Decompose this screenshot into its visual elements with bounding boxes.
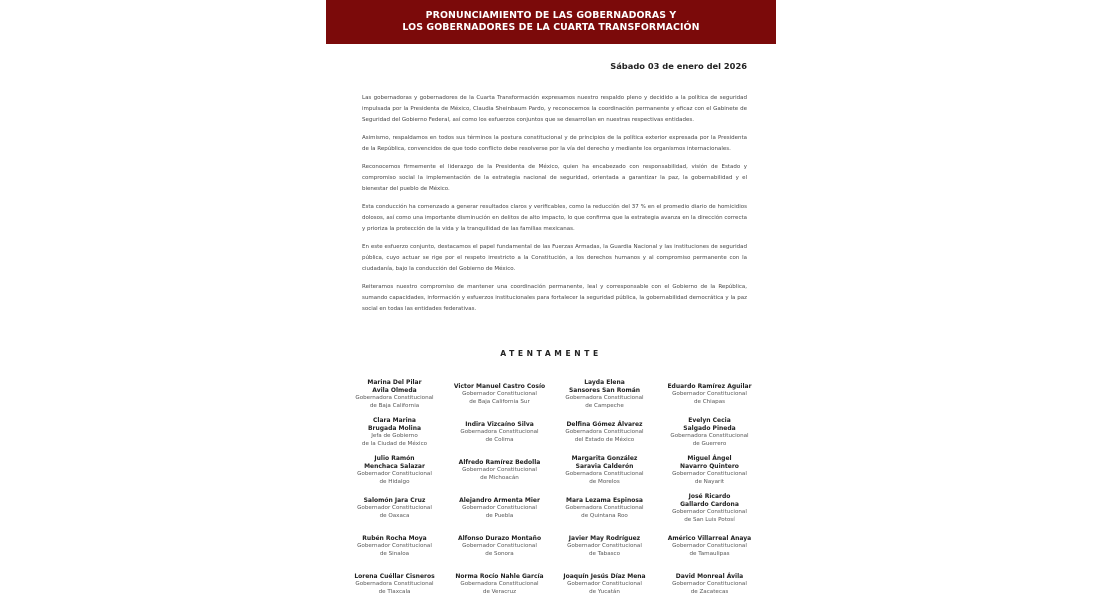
signatory-role: de Oaxaca — [379, 513, 410, 519]
signatory-role: de Sinaloa — [379, 551, 410, 557]
signatories-grid — [342, 376, 762, 604]
signatory-role: Gobernadora Constitucional — [670, 433, 749, 440]
signatory — [342, 528, 447, 566]
signatory-role: Gobernador Constitucional — [357, 543, 432, 550]
signatory-name: Miguel Ángel — [687, 455, 732, 463]
signatory-name: Gallardo Cardona — [680, 501, 739, 509]
signatory-name: Norma Rocío Nahle García — [455, 573, 544, 581]
signatory-role: de Nayarit — [694, 479, 725, 485]
signatory-role: de Colima — [485, 437, 514, 443]
signatory-role: Gobernador Constitucional — [672, 391, 747, 398]
signatory-name: Brugada Molina — [367, 425, 422, 433]
signatory-name: Avila Olmeda — [372, 387, 417, 395]
signatory-role: Gobernador Constitucional — [672, 581, 747, 588]
signatory-role: Gobernador Constitucional — [357, 471, 432, 478]
closing-salutation: ATENTAMENTE — [500, 349, 602, 358]
signatory-role: Gobernador Constitucional — [357, 505, 432, 512]
signatory-role: Gobernadora Constitucional — [565, 429, 644, 436]
signatory — [657, 414, 762, 452]
signatory-name: Sansores San Román — [568, 387, 641, 395]
document-date: Sábado 03 de enero del 2026 — [610, 61, 747, 71]
signatory — [447, 490, 552, 528]
signatory-name: Joaquín Jesús Díaz Mena — [563, 573, 646, 581]
signatory-role: Gobernadora Constitucional — [460, 429, 539, 436]
signatory — [342, 490, 447, 528]
signatory-name: Victor Manuel Castro Cosío — [453, 383, 546, 391]
signatory-role: de Quintana Roo — [581, 513, 628, 519]
signatory-role: de Guerrero — [692, 441, 727, 447]
signatory — [342, 452, 447, 490]
paragraph: Reconocemos firmemente el liderazgo de la Presidenta de México, quien ha encabezado con responsabilidad, visión de Estado y compromiso social la implementación de la estrategia nacional de seguridad, orientada a garantizar la paz, la gobernabilidad y el bienestar del pueblo de México. — [362, 164, 747, 192]
signatory-name: Clara Marina — [373, 417, 416, 425]
signatory-role: Gobernador Constitucional — [462, 391, 537, 398]
signatory-role: Gobernadora Constitucional — [355, 581, 434, 588]
signatory-role: Gobernador Constitucional — [462, 505, 537, 512]
signatory-role: de San Luis Potosí — [684, 517, 735, 523]
signatory-role: de Puebla — [485, 513, 514, 519]
signatory-role: de Morelos — [589, 479, 620, 485]
signatory-name: Julio Ramón — [374, 455, 415, 463]
signatory-name: Mara Lezama Espinosa — [566, 497, 643, 505]
signatory-role: de Tlaxcala — [378, 589, 411, 595]
signatory — [447, 376, 552, 414]
signatory-name: Américo Villarreal Anaya — [667, 535, 752, 543]
signatory — [342, 376, 447, 414]
signatory-role: Gobernador Constitucional — [462, 467, 537, 474]
signatory-name: José Ricardo — [688, 493, 731, 501]
signatory-role: de Yucatán — [589, 589, 620, 595]
header-title-line-2: LOS GOBERNADORES DE LA CUARTA TRANSFORMACIÓN — [402, 22, 700, 33]
signatory-name: Javier May Rodríguez — [568, 535, 641, 543]
paragraph: Las gobernadoras y gobernadores de la Cuarta Transformación expresamos nuestro respaldo pleno y decidido a la política de seguridad impulsada por la Presidenta de México, Claudia Sheinbaum Pardo, y reconocemos la coordinación permanente y eficaz con el Gabinete de Seguridad del Gobierno Federal, así como los esfuerzos conjuntos que se desarrollan en nuestras respectivas entidades. — [362, 95, 747, 123]
signatory — [657, 566, 762, 604]
signatory — [552, 566, 657, 604]
signatory — [342, 414, 447, 452]
signatory-role: de la Ciudad de México — [361, 441, 428, 447]
signatory-role: de Hidalgo — [379, 479, 410, 485]
signatory-role: Gobernador Constitucional — [567, 543, 642, 550]
signatory-role: de Baja California Sur — [469, 399, 530, 405]
signatory — [447, 566, 552, 604]
signatory-name: Lorena Cuéllar Cisneros — [354, 573, 435, 581]
signatory-name: Margarita González — [571, 455, 638, 463]
signatory-role: Gobernadora Constitucional — [565, 471, 644, 478]
signatory — [552, 452, 657, 490]
signatory-role: de Chiapas — [693, 399, 726, 405]
document-body — [362, 93, 747, 322]
paragraph: Asimismo, respaldamos en todos sus términos la postura constitucional y de principios de la política exterior expresada por la Presidenta de la República, convencidos de que todo conflicto debe resolverse por la vía del derecho y mediante los organismos internacionales. — [362, 135, 747, 152]
header-title-line-1: PRONUNCIAMIENTO DE LAS GOBERNADORAS Y — [425, 10, 677, 21]
signatory-name: Rubén Rocha Moya — [362, 535, 427, 543]
signatory-name: David Monreal Ávila — [675, 573, 744, 581]
paragraph: Esta conducción ha comenzado a generar resultados claros y verificables, como la reducción del 37 % en el promedio diario de homicidios dolosos, así como una importante disminución en delitos de alto impacto, lo que confirma que la estrategia avanza en la dirección correcta y prioriza la protección de la vida y la tranquilidad de las familias mexicanas. — [362, 204, 747, 232]
signatory — [657, 376, 762, 414]
signatory-role: Gobernadora Constitucional — [460, 581, 539, 588]
signatory-role: Gobernadora Constitucional — [355, 395, 434, 402]
signatory-role: Gobernador Constitucional — [672, 509, 747, 516]
paragraph: Reiteramos nuestro compromiso de mantener una coordinación permanente, leal y corresponsable con el Gobierno de la República, sumando capacidades, información y esfuerzos institucionales para fortalecer la seguridad pública, la gobernabilidad democrática y la paz social en todas las entidades federativas. — [362, 284, 747, 312]
signatory — [657, 452, 762, 490]
signatory — [552, 528, 657, 566]
header-banner — [326, 0, 776, 44]
signatory-role: de Baja California — [369, 403, 420, 409]
signatory — [657, 490, 762, 528]
signatory — [657, 528, 762, 566]
signatory-role: Gobernador Constitucional — [672, 543, 747, 550]
signatory-role: de Tamaulipas — [689, 551, 730, 557]
signatory-name: Eduardo Ramírez Aguilar — [667, 383, 752, 391]
signatory-name: Alfredo Ramírez Bedolla — [458, 459, 541, 467]
signatory-role: Gobernadora Constitucional — [565, 395, 644, 402]
signatory — [552, 490, 657, 528]
signatory-name: Marina Del Pilar — [367, 379, 422, 387]
signatory-role: de Tabasco — [588, 551, 621, 557]
signatory-role: de Veracruz — [482, 589, 517, 595]
signatory-role: Gobernador Constitucional — [672, 471, 747, 478]
signatory-name: Salomón Jara Cruz — [363, 497, 426, 505]
signatory-role: Gobernador Constitucional — [462, 543, 537, 550]
signatory-role: Jefa de Gobierno — [371, 433, 418, 440]
signatory — [552, 414, 657, 452]
signatory-name: Layda Elena — [584, 379, 625, 387]
signatory-role: de Campeche — [585, 403, 624, 409]
document-page — [326, 0, 776, 600]
signatory-name: Evelyn Cecia — [688, 417, 731, 425]
signatory-name: Alejandro Armenta Mier — [459, 497, 540, 505]
signatory — [447, 528, 552, 566]
signatory-role: Gobernador Constitucional — [567, 581, 642, 588]
signatory-role: de Michoacán — [480, 475, 519, 481]
signatory — [552, 376, 657, 414]
signatory-name: Alfonso Durazo Montaño — [457, 535, 542, 543]
signatory-name: Saravia Calderón — [575, 463, 634, 471]
signatory-name: Navarro Quintero — [680, 463, 739, 471]
signatory-role: del Estado de México — [574, 437, 635, 443]
signatory-role: Gobernadora Constitucional — [565, 505, 644, 512]
signatory-name: Indira Vizcaíno Silva — [465, 421, 534, 429]
paragraph: En este esfuerzo conjunto, destacamos el papel fundamental de las Fuerzas Armadas, la Guardia Nacional y las instituciones de seguridad pública, cuyo actuar se rige por el respeto irrestricto a la Constitución, a los derechos humanos y al compromiso permanente con la ciudadanía, bajo la conducción del Gobierno de México. — [362, 244, 747, 272]
signatory — [447, 452, 552, 490]
signatory-role: de Sonora — [485, 551, 514, 557]
signatory-name: Salgado Pineda — [683, 425, 736, 433]
signatory-name: Delfina Gómez Álvarez — [566, 421, 643, 429]
signatory — [342, 566, 447, 604]
signatory-role: de Zacatecas — [690, 589, 729, 595]
signatory-name: Menchaca Salazar — [364, 463, 425, 471]
signatory — [447, 414, 552, 452]
